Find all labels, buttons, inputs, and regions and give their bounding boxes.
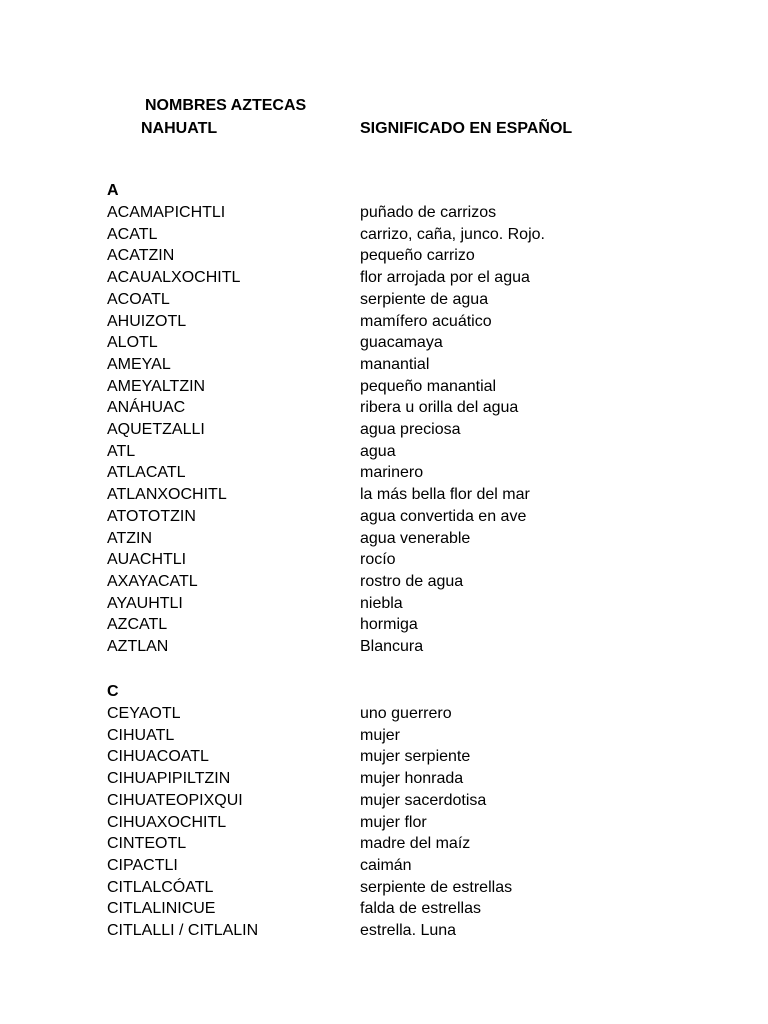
entry-name: CITLALLI / CITLALIN xyxy=(107,922,259,939)
entry-meaning: agua convertida en ave xyxy=(360,507,527,525)
list-item xyxy=(0,203,768,225)
list-item xyxy=(0,507,768,529)
list-item xyxy=(0,333,768,355)
entry-name: CEYAOTL xyxy=(107,705,181,722)
list-item xyxy=(0,572,768,594)
list-item xyxy=(0,615,768,637)
entry-name: AZTLAN xyxy=(107,638,169,655)
list-item xyxy=(0,355,768,377)
list-item xyxy=(0,747,768,769)
section-letter: C xyxy=(107,683,119,700)
entry-name: ATL xyxy=(107,442,136,460)
list-item xyxy=(0,899,768,921)
entry-name: AMEYAL xyxy=(107,355,171,373)
entry-name: CINTEOTL xyxy=(107,835,187,853)
entry-meaning: pequeño manantial xyxy=(360,377,497,395)
column-header-meaning: SIGNIFICADO EN ESPAÑOL xyxy=(360,120,573,137)
entry-name: CIPACTLI xyxy=(107,856,178,874)
entry-meaning: mujer sacerdotisa xyxy=(360,791,487,809)
list-item xyxy=(0,290,768,312)
entry-name: CIHUATEOPIXQUI xyxy=(107,791,243,809)
entry-name: ACAUALXOCHITL xyxy=(107,269,241,287)
list-item xyxy=(0,813,768,835)
entry-meaning: hormiga xyxy=(360,616,418,634)
entry-meaning: carrizo, caña, junco. Rojo. xyxy=(360,225,545,243)
list-item xyxy=(0,420,768,442)
list-item xyxy=(0,550,768,572)
list-item xyxy=(0,704,768,726)
entry-meaning: caimán xyxy=(360,856,412,874)
section-letter: A xyxy=(107,182,119,199)
entry-meaning: madre del maíz xyxy=(360,835,471,853)
entry-name: ATLACATL xyxy=(107,464,186,482)
list-item xyxy=(0,377,768,399)
entry-meaning: serpiente de agua xyxy=(360,290,489,308)
list-item xyxy=(0,312,768,334)
entry-name: CIHUAPIPILTZIN xyxy=(107,770,231,788)
list-item xyxy=(0,726,768,748)
entry-name: ACAMAPICHTLI xyxy=(107,204,226,221)
entry-meaning: agua preciosa xyxy=(360,421,461,438)
entry-name: CITLALCÓATL xyxy=(107,878,214,896)
entry-meaning: uno guerrero xyxy=(360,705,452,722)
entry-meaning: la más bella flor del mar xyxy=(360,486,530,504)
entry-meaning: mujer flor xyxy=(360,813,427,831)
entry-meaning: mujer honrada xyxy=(360,770,464,788)
entry-meaning: ribera u orilla del agua xyxy=(360,399,519,417)
entry-name: CITLALINICUE xyxy=(107,900,216,918)
entry-name: CIHUACOATL xyxy=(107,748,209,766)
entry-name: ACOATL xyxy=(107,290,170,308)
entry-meaning: niebla xyxy=(360,594,403,612)
list-item xyxy=(0,637,768,659)
entry-meaning: guacamaya xyxy=(360,334,443,352)
entry-meaning: estrella. Luna xyxy=(360,922,457,939)
entry-name: ATZIN xyxy=(107,529,153,547)
list-item xyxy=(0,594,768,616)
entry-name: AQUETZALLI xyxy=(107,421,205,438)
entry-meaning: falda de estrellas xyxy=(360,900,481,918)
document-title: NOMBRES AZTECAS xyxy=(145,97,307,114)
list-item xyxy=(0,878,768,900)
entry-meaning: rostro de agua xyxy=(360,572,464,590)
entry-meaning: mujer serpiente xyxy=(360,748,471,766)
list-item xyxy=(0,791,768,813)
entry-meaning: puñado de carrizos xyxy=(360,204,497,221)
entry-name: AZCATL xyxy=(107,616,168,634)
entry-meaning: flor arrojada por el agua xyxy=(360,269,530,287)
entry-meaning: agua venerable xyxy=(360,529,471,547)
entry-meaning: serpiente de estrellas xyxy=(360,878,513,896)
entry-name: ATLANXOCHITL xyxy=(107,486,227,504)
entry-name: AUACHTLI xyxy=(107,551,187,569)
list-item xyxy=(0,246,768,268)
list-item xyxy=(0,529,768,551)
entry-meaning: rocío xyxy=(360,551,396,569)
list-item xyxy=(0,769,768,791)
list-item xyxy=(0,463,768,485)
entry-name: CIHUATL xyxy=(107,726,175,744)
list-item xyxy=(0,442,768,464)
entry-name: AHUIZOTL xyxy=(107,312,187,330)
entry-meaning: mamífero acuático xyxy=(360,312,492,330)
entry-name: ALOTL xyxy=(107,334,158,352)
entry-name: AMEYALTZIN xyxy=(107,377,206,395)
entry-meaning: mujer xyxy=(360,726,401,744)
entry-name: ACATL xyxy=(107,225,158,243)
entry-name: CIHUAXOCHITL xyxy=(107,813,227,831)
entry-name: AXAYACATL xyxy=(107,572,198,590)
list-item xyxy=(0,834,768,856)
entry-meaning: Blancura xyxy=(360,638,424,655)
entry-meaning: agua xyxy=(360,442,396,460)
entry-name: ANÁHUAC xyxy=(107,399,186,417)
list-item xyxy=(0,268,768,290)
list-item xyxy=(0,485,768,507)
entry-name: ATOTOTZIN xyxy=(107,507,196,525)
list-item xyxy=(0,856,768,878)
list-item xyxy=(0,398,768,420)
entry-meaning: manantial xyxy=(360,355,430,373)
entry-name: ACATZIN xyxy=(107,247,175,265)
entry-meaning: pequeño carrizo xyxy=(360,247,475,265)
column-header-nahuatl: NAHUATL xyxy=(141,120,218,137)
list-item xyxy=(0,921,768,943)
list-item xyxy=(0,225,768,247)
entry-meaning: marinero xyxy=(360,464,424,482)
entry-name: AYAUHTLI xyxy=(107,594,183,612)
